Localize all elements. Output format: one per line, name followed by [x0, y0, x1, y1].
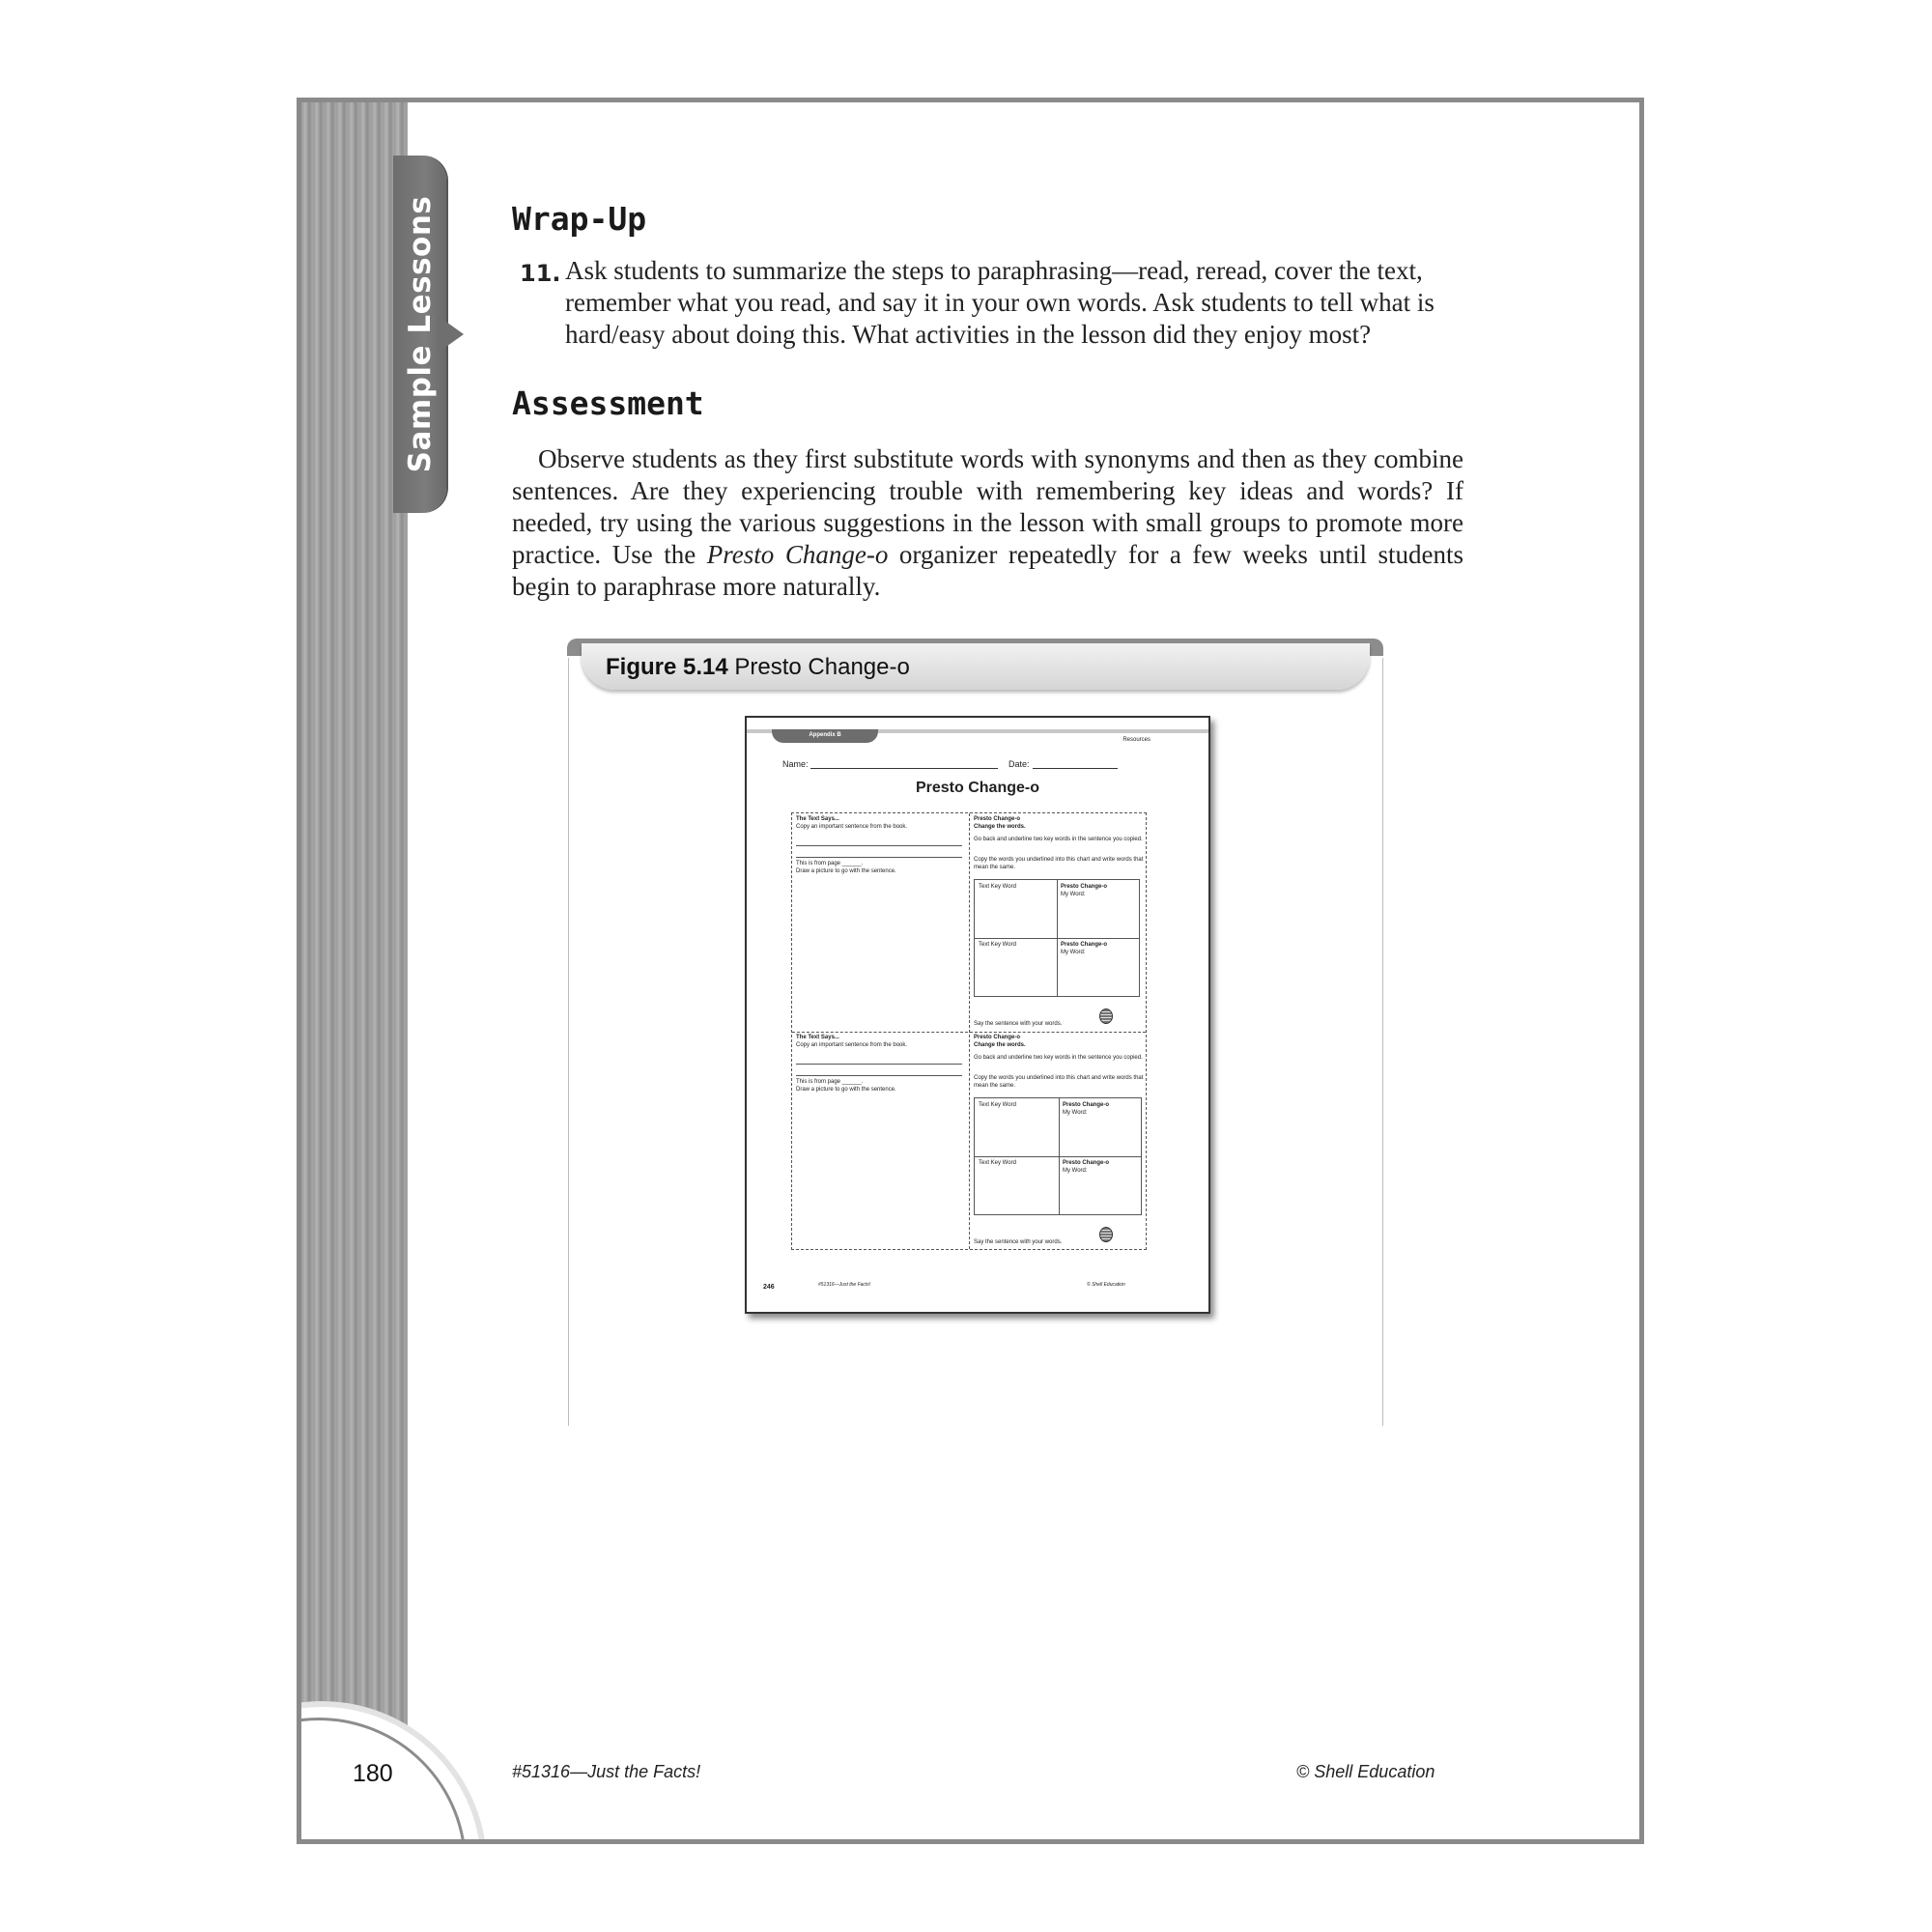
assessment-paragraph: Observe students as they first substitute words with synonyms and then as they combine sentences. Are they experiencing trouble with remembering key ideas and words? If needed, try using the various suggestions in the lesson with small groups to promote more practice. Use the Presto Change-o organizer repeatedly for a few weeks until students begin to paraphrase more naturally. [512, 444, 1463, 601]
worksheet-grid [791, 812, 1147, 1250]
grid-divider-horizontal [792, 1032, 1146, 1033]
text-key-word-label: Text Key Word [979, 1102, 1016, 1108]
presto-label: Presto Change-o My Word: [1061, 942, 1108, 955]
italic-title: Presto Change-o [706, 540, 889, 569]
key-word-chart [974, 1097, 1142, 1215]
presto-label: Presto Change-o My Word: [1063, 1102, 1110, 1116]
right-cell-instr2: Copy the words you underlined into this chart and write words that mean the same. [974, 857, 1144, 870]
left-cell-text: The Text Says... Copy an important sentence from the book. [796, 1035, 908, 1048]
worksheet-title: Presto Change-o [915, 780, 1039, 796]
speaker-icon [1099, 1009, 1113, 1024]
worksheet-thumbnail [745, 716, 1210, 1314]
right-cell-text: Presto Change-o Change the words. [974, 1035, 1026, 1048]
right-cell-text: Presto Change-o Change the words. [974, 816, 1026, 830]
left-cell-text: The Text Says... Copy an important sentence from the book. [796, 816, 908, 830]
worksheet-tab: Appendix B [772, 729, 878, 743]
left-cell-page: This is from page ______. Draw a picture to go with the sentence. [796, 1079, 896, 1093]
figure-frame-left [568, 658, 569, 1426]
wrapup-heading: Wrap-Up [512, 200, 647, 238]
presto-label: Presto Change-o My Word: [1061, 884, 1108, 897]
write-line [796, 1064, 962, 1065]
wrapup-item-text: Ask students to summarize the steps to paraphrasing—read, reread, cover the text, remember what you read, and say it in your own words. Ask students to tell what is hard/easy about doing this. What activities in the lesson did they enjoy most? [565, 256, 1435, 349]
date-line [1033, 768, 1118, 769]
worksheet-resources: Resources [1122, 737, 1151, 743]
right-cell-instr2: Copy the words you underlined into this chart and write words that mean the same. [974, 1075, 1144, 1089]
page-spine [301, 102, 408, 1839]
right-cell-instr1: Go back and underline two key words in the sentence you copied. [974, 837, 1143, 842]
write-line [796, 857, 962, 858]
book-page [297, 98, 1644, 1844]
text-key-word-label: Text Key Word [979, 884, 1016, 890]
worksheet-page-number: 246 [763, 1284, 775, 1291]
list-item-number: 11. [520, 260, 561, 287]
worksheet-date-label: Date: [1009, 759, 1030, 769]
footer-copyright: © Shell Education [1296, 1762, 1435, 1781]
footer-title: #51316—Just the Facts! [512, 1762, 701, 1781]
key-word-chart [974, 879, 1140, 997]
section-tab-label: Sample Lessons [403, 195, 438, 473]
write-line [796, 1075, 962, 1076]
write-line [796, 845, 962, 846]
text-key-word-label: Text Key Word [979, 942, 1016, 948]
left-cell-page: This is from page ______. Draw a picture to go with the sentence. [796, 861, 896, 874]
say-sentence-text: Say the sentence with your words. [974, 1021, 1063, 1027]
figure-caption: Figure 5.14 Presto Change-o [606, 654, 910, 680]
worksheet-name-label: Name: [782, 759, 809, 769]
name-line [810, 768, 998, 769]
say-sentence-text: Say the sentence with your words. [974, 1239, 1063, 1245]
worksheet-footer-title: #51316—Just the Facts! [818, 1282, 871, 1288]
presto-label: Presto Change-o My Word: [1063, 1160, 1110, 1174]
speaker-icon [1099, 1227, 1113, 1242]
text-key-word-label: Text Key Word [979, 1160, 1016, 1166]
figure-frame-right [1382, 658, 1383, 1426]
worksheet-footer-copyright: © Shell Education [1087, 1282, 1125, 1288]
right-cell-instr1: Go back and underline two key words in the sentence you copied. [974, 1055, 1143, 1061]
assessment-heading: Assessment [512, 384, 704, 422]
section-tab-point [437, 315, 464, 354]
page-number: 180 [353, 1760, 393, 1787]
